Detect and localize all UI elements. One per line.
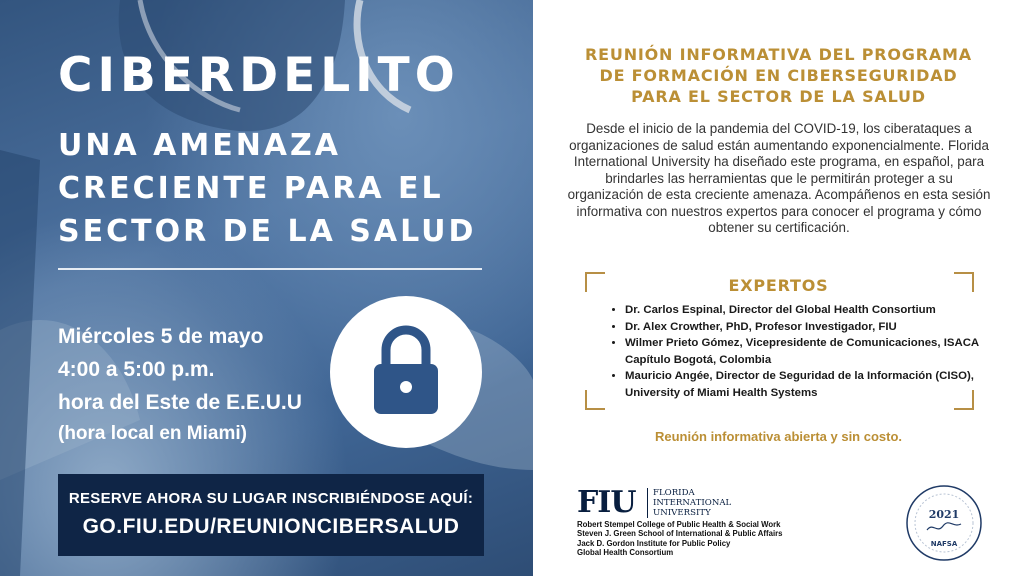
expert-item: • Dr. Carlos Espinal, Director del Global Health Consortium (625, 302, 985, 319)
register-link[interactable]: GO.FIU.EDU/REUNIONCIBERSALUD (82, 515, 460, 538)
main-title: CIBERDELITO (58, 48, 460, 103)
fiu-logo-mark: FIU (577, 485, 636, 520)
info-title-line: DE FORMACIÓN EN CIBERSEGURIDAD (599, 66, 958, 85)
logo-name-line: UNIVERSITY (653, 508, 711, 518)
info-title-line: PARA EL SECTOR DE LA SALUD (631, 87, 926, 106)
register-label: RESERVE AHORA SU LUGAR INSCRIBIÉNDOSE AQUÍ: (68, 490, 474, 507)
expert-item: • Dr. Alex Crowther, PhD, Profesor Investigador, FIU (625, 319, 985, 336)
event-info (58, 320, 302, 449)
award-seal (905, 484, 983, 562)
subtitle-line: CRECIENTE PARA EL (58, 171, 444, 206)
expert-item: • Mauricio Angée, Director de Seguridad de la Información (CISO), University of Miami Health Systems (625, 368, 985, 401)
lock-badge (330, 296, 482, 448)
divider (58, 268, 482, 270)
logo-name-line: FLORIDA (653, 488, 695, 498)
register-banner[interactable] (58, 474, 484, 556)
info-title (533, 44, 1024, 107)
logo-name-line: INTERNATIONAL (653, 498, 732, 508)
event-timezone: hora del Este de E.E.U.U (58, 391, 302, 414)
school-item: Steven J. Green School of International & Public Affairs (577, 529, 783, 539)
event-local-note: (hora local en Miami) (58, 423, 247, 444)
info-panel (533, 0, 1024, 576)
info-title-line: REUNIÓN INFORMATIVA DEL PROGRAMA (585, 45, 972, 64)
seal-year: 2021 (928, 508, 960, 521)
padlock-icon (368, 324, 444, 416)
school-item: Jack D. Gordon Institute for Public Policy (577, 538, 731, 548)
event-time: 4:00 a 5:00 p.m. (58, 358, 215, 381)
event-date: Miércoles 5 de mayo (58, 325, 264, 348)
schools-list (577, 520, 783, 557)
fiu-logo (577, 486, 737, 522)
info-description: Desde el inicio de la pandemia del COVID-19, los ciberataques a organizaciones de salud están aumentando exponencialmente. Florida International University ha diseñado este programa, en español, para brindarles las herramientas que le permitirán proteger a su organización de esta creciente amenaza. Acompáñenos en esta sesión informativa con nuestros expertos para conocer el programa y cómo obtener su certificación. (567, 121, 991, 235)
frame-corner-bottom-left (585, 390, 605, 410)
experts-list (611, 302, 985, 401)
open-meeting-note: Reunión informativa abierta y sin costo. (654, 429, 903, 444)
subtitle-line: UNA AMENAZA (58, 128, 341, 163)
fiu-logo-name (653, 488, 731, 518)
subtitle (58, 124, 518, 253)
subtitle-line: SECTOR DE LA SALUD (58, 214, 477, 249)
school-item: Global Health Consortium (577, 547, 674, 557)
seal-org: NAFSA (930, 540, 958, 548)
expert-item: • Wilmer Prieto Gómez, Vicepresidente de Comunicaciones, ISACA Capítulo Bogotá, Colombia (625, 335, 985, 368)
logo-divider (647, 488, 648, 518)
school-item: Robert Stempel College of Public Health & Social Work (577, 520, 781, 529)
experts-title: EXPERTOS (728, 276, 829, 295)
